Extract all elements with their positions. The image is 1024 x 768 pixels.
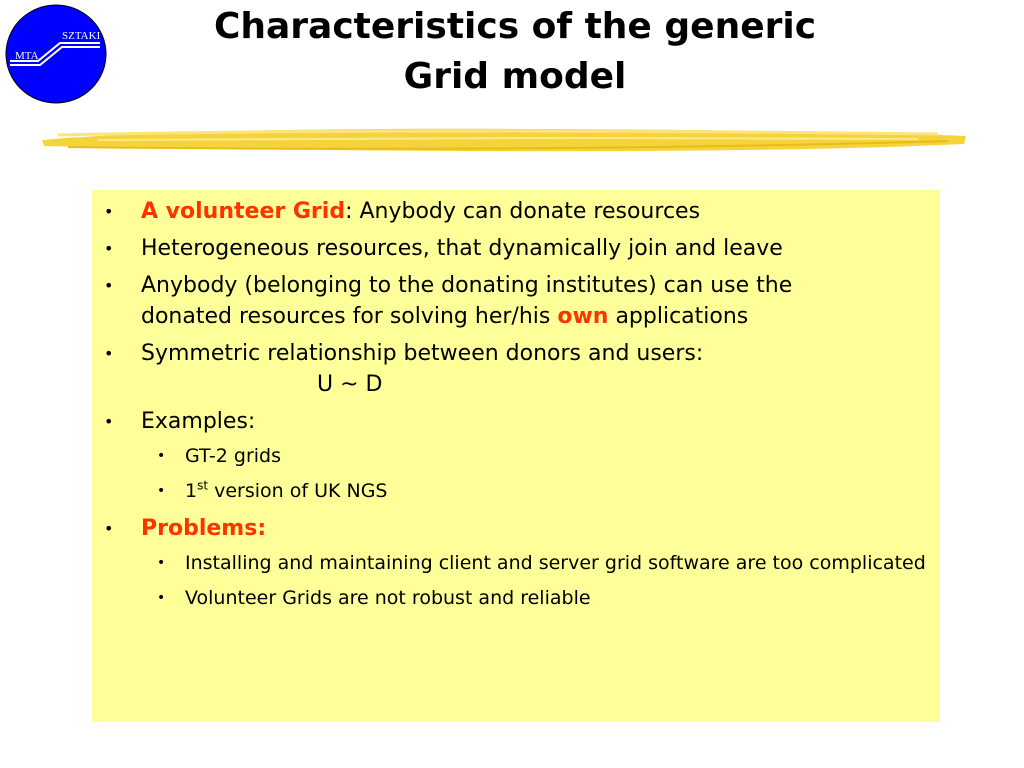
bullet-icon: • [104, 519, 114, 538]
sub-list [141, 550, 930, 611]
bullet-item [92, 338, 940, 400]
sub-item [141, 585, 930, 611]
mta-sztaki-logo [4, 3, 108, 105]
bullet-text: Examples: [141, 409, 256, 434]
sub-item-text: Volunteer Grids are not robust and reliable [185, 587, 591, 609]
logo-text-mta: MTA [15, 50, 39, 62]
sub-bullet-icon: • [157, 483, 166, 499]
formula-u-d: U ~ D [317, 372, 383, 397]
sub-bullet-icon: • [157, 590, 166, 606]
title-line-2: Grid model [403, 56, 627, 97]
content-box [92, 190, 940, 722]
term-problems: Problems: [141, 516, 267, 541]
sub-item-text: Installing and maintaining client and server grid software are too complicated [185, 552, 926, 574]
sub-item-superscript: st [197, 478, 209, 493]
bullet-text-line-2: donated resources for solving her/his [141, 304, 558, 329]
title-line-1: Characteristics of the generic [213, 6, 817, 47]
sub-list [141, 443, 930, 504]
term-volunteer-grid: A volunteer Grid [141, 199, 346, 224]
bullet-text: Heterogeneous resources, that dynamically join and leave [141, 236, 783, 261]
bullet-list [92, 196, 940, 620]
bullet-item [92, 513, 940, 611]
sub-bullet-icon: • [157, 555, 166, 571]
sub-item [141, 478, 930, 504]
bullet-item [92, 196, 940, 227]
sub-item [141, 443, 930, 469]
term-own: own [557, 304, 609, 329]
sub-item-text: GT-2 grids [185, 445, 282, 467]
bullet-text: Symmetric relationship between donors and users: [141, 341, 704, 366]
slide-title [120, 2, 910, 102]
sub-item [141, 550, 930, 576]
bullet-text-line-2-end: applications [608, 304, 749, 329]
bullet-item [92, 270, 940, 332]
logo-text-sztaki: SZTAKI [62, 30, 101, 42]
brush-underline [38, 122, 968, 158]
bullet-icon: • [104, 276, 114, 295]
bullet-text-line-1: Anybody (belonging to the donating institutes) can use the [141, 273, 793, 298]
bullet-icon: • [104, 344, 114, 363]
bullet-item [92, 406, 940, 504]
bullet-icon: • [104, 239, 114, 258]
sub-item-number: 1 [185, 480, 198, 502]
bullet-icon: • [104, 202, 114, 221]
bullet-text: : Anybody can donate resources [345, 199, 701, 224]
bullet-icon: • [104, 412, 114, 431]
sub-bullet-icon: • [157, 448, 166, 464]
bullet-item [92, 233, 940, 264]
sub-item-text: version of UK NGS [208, 480, 388, 502]
